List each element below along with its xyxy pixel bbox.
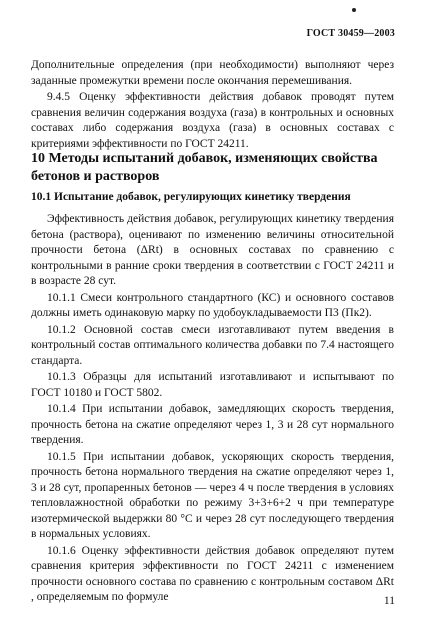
- top-text: [31, 58, 394, 152]
- paragraph-10-1-4: 10.1.4 При испытании добавок, замедляющих скорость твердения, прочность бетона на сжатие определяют через 1, 3 и 28 сут нормального твердения.: [31, 403, 394, 446]
- paragraph-10-1-1: 10.1.1 Смеси контрольного стандартного (КС) и основного составов должны иметь одинаковую марку по удобоукладываемости П3 (Пк2).: [31, 291, 394, 319]
- paragraph-10-1-6: 10.1.6 Оценку эффективности действия добавок определяют путем сравнения критерия эффективности по ГОСТ 24211 с изменением прочности основного состава по сравнению с контрольным составом ΔRt , определяемым по формуле: [31, 544, 394, 603]
- paragraph-10-1-2: 10.1.2 Основной состав смеси изготавливают путем введения в контрольный состав оптимального количества добавки по 7.4 настоящего стандарта.: [31, 323, 394, 367]
- subsection-title: 10.1 Испытание добавок, регулирующих кинетику твердения: [31, 191, 351, 203]
- paragraph-9-4-5: 9.4.5 Оценку эффективности действия добавок проводят путем сравнения величин содержания воздуха (газа) в контрольных и основных составах либо содержания воздуха (газа) в основных составах с критериями эффективности по ГОСТ 24211.: [31, 91, 394, 150]
- section-title: 10 Методы испытаний добавок, изменяющих свойства бетонов и растворов: [31, 151, 378, 184]
- page-number: 11: [383, 595, 395, 607]
- paragraph-10-1-3: 10.1.3 Образцы для испытаний изготавливают и испытывают по ГОСТ 10180 и ГОСТ 5802.: [31, 371, 394, 399]
- body-text: [31, 212, 394, 606]
- bullet-mark: [352, 8, 356, 12]
- paragraph-10-1-5: 10.1.5 При испытании добавок, ускоряющих скорость твердения, прочность бетона нормального твердения на сжатие определяют через 1, 3 и 28 сут, пропаренных бетонов — через 4 ч после твердения в условиях тепловлажностной обработки по режиму 3+3+6+2 ч при температуре изотермической выдержки 80 °С и через 28 сут последующего твердения в нормальных условиях.: [31, 450, 394, 540]
- paragraph-continuation: Дополнительные определения (при необходимости) выполняют через заданные промежутки времени после окончания перемешивания.: [31, 59, 394, 87]
- running-header: ГОСТ 30459—2003: [306, 28, 395, 39]
- paragraph-intro: Эффективность действия добавок, регулирующих кинетику твердения бетона (раствора), оценивают по изменению величины относительной прочности бетона (ΔRt) в основных составах по сравнению с контрольными в ранние сроки твердения в соответствии с ГОСТ 24211 и в возрасте 28 сут.: [31, 213, 394, 287]
